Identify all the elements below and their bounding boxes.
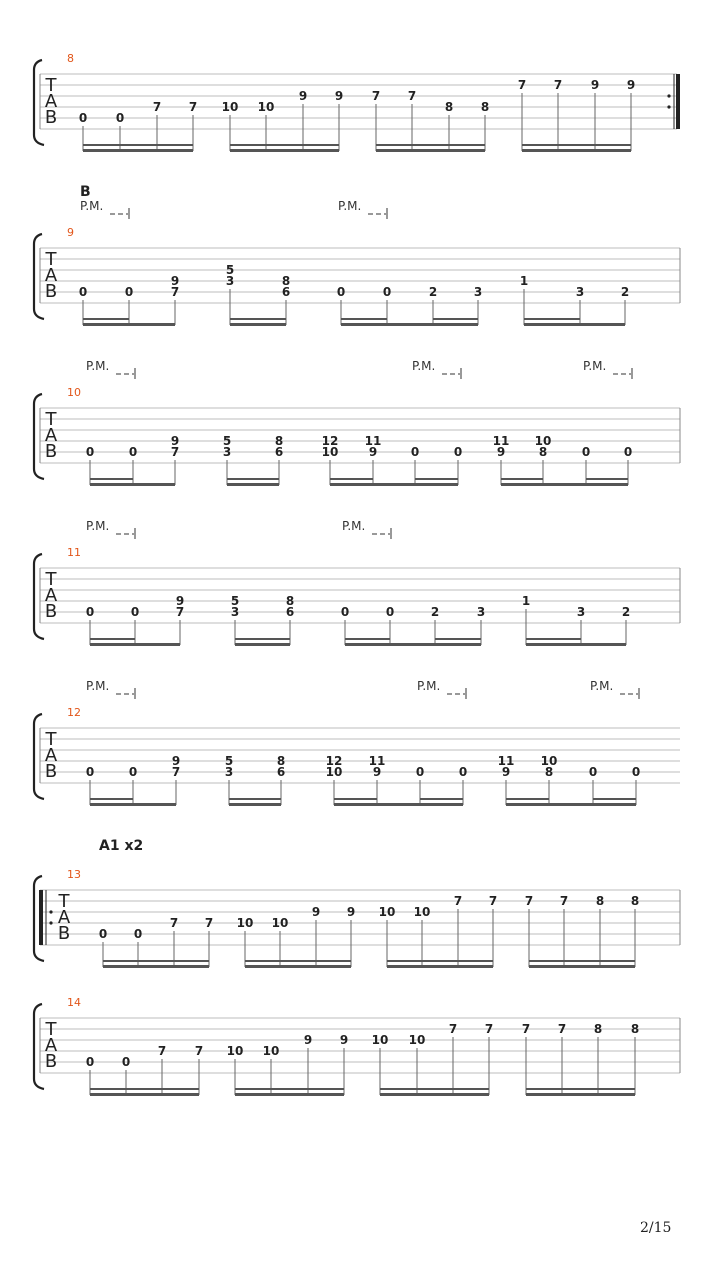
fret-number: 7 — [524, 894, 534, 908]
repeat-dot — [667, 105, 670, 108]
beam — [586, 478, 628, 480]
section-label: A1 x2 — [99, 838, 144, 854]
fret-number: 0 — [623, 445, 633, 459]
fret-number: 2 — [620, 285, 630, 299]
beam — [435, 638, 481, 640]
fret-number: 6 — [281, 285, 291, 299]
fret-number: 3 — [473, 285, 483, 299]
beam — [90, 483, 175, 486]
tab-clef-t: T — [45, 75, 57, 96]
fret-number: 3 — [222, 445, 232, 459]
repeat-start-thick-bar — [39, 890, 43, 945]
fret-number: 8 — [444, 100, 454, 114]
system-bracket — [34, 714, 44, 799]
beam — [230, 149, 339, 152]
system-bracket — [34, 554, 44, 639]
fret-number: 0 — [410, 445, 420, 459]
fret-number: 8 — [538, 445, 548, 459]
beam — [245, 965, 351, 968]
fret-number: 7 — [407, 89, 417, 103]
fret-number: 2 — [621, 605, 631, 619]
beam — [245, 960, 351, 962]
fret-number: 0 — [588, 765, 598, 779]
fret-number: 10 — [408, 1033, 426, 1047]
beam — [433, 318, 478, 320]
beam — [83, 323, 175, 326]
fret-number: 8 — [544, 765, 554, 779]
fret-number: 12 — [321, 434, 339, 448]
beam — [524, 318, 580, 320]
fret-number: 0 — [85, 445, 95, 459]
fret-number: 11 — [368, 754, 386, 768]
beam — [341, 318, 387, 320]
fret-number: 0 — [336, 285, 346, 299]
fret-number: 7 — [157, 1044, 167, 1058]
beam — [387, 965, 493, 968]
beam — [345, 638, 390, 640]
beam — [235, 638, 290, 640]
fret-number: 11 — [364, 434, 382, 448]
fret-number: 8 — [274, 434, 284, 448]
tab-clef-t: T — [45, 409, 57, 430]
fret-number: 9 — [311, 905, 321, 919]
fret-number: 0 — [133, 927, 143, 941]
beam — [529, 960, 635, 962]
fret-number: 0 — [130, 605, 140, 619]
fret-number: 10 — [226, 1044, 244, 1058]
fret-number: 8 — [630, 1022, 640, 1036]
fret-number: 7 — [194, 1044, 204, 1058]
beam — [90, 1088, 199, 1090]
fret-number: 10 — [540, 754, 558, 768]
palm-mute-label: P.M. — [338, 199, 362, 213]
beam — [501, 483, 628, 486]
system-bracket — [34, 60, 44, 145]
fret-number: 0 — [415, 765, 425, 779]
beam — [380, 1088, 489, 1090]
palm-mute-label: P.M. — [86, 519, 110, 533]
measure-number: 14 — [67, 996, 81, 1009]
fret-number: 10 — [371, 1033, 389, 1047]
beam — [235, 643, 290, 646]
fret-number: 8 — [630, 894, 640, 908]
tab-clef-a: A — [57, 907, 71, 928]
tab-clef-a: A — [44, 425, 58, 446]
fret-number: 9 — [339, 1033, 349, 1047]
beam — [90, 478, 133, 480]
system-bracket — [34, 1004, 44, 1089]
fret-number: 10 — [534, 434, 552, 448]
beam — [526, 643, 626, 646]
fret-number: 2 — [428, 285, 438, 299]
palm-mute-label: P.M. — [590, 679, 614, 693]
tab-clef-b: B — [44, 281, 58, 302]
beam — [227, 483, 279, 486]
repeat-dot — [667, 94, 670, 97]
fret-number: 7 — [170, 445, 180, 459]
repeat-dot — [49, 910, 52, 913]
beam — [90, 798, 133, 800]
fret-number: 7 — [559, 894, 569, 908]
beam — [334, 803, 463, 806]
fret-number: 0 — [121, 1055, 131, 1069]
fret-number: 0 — [453, 445, 463, 459]
fret-number: 9 — [303, 1033, 313, 1047]
measure-number: 8 — [67, 52, 74, 65]
fret-number: 10 — [321, 445, 339, 459]
fret-number: 8 — [276, 754, 286, 768]
fret-number: 3 — [476, 605, 486, 619]
tab-clef-b: B — [44, 761, 58, 782]
fret-number: 3 — [225, 274, 235, 288]
measure-number: 13 — [67, 868, 81, 881]
tab-clef-a: A — [44, 265, 58, 286]
measure-number: 10 — [67, 386, 81, 399]
tab-clef-b: B — [44, 1051, 58, 1072]
beam — [376, 149, 485, 152]
measure-number: 9 — [67, 226, 74, 239]
fret-number: 0 — [98, 927, 108, 941]
fret-number: 10 — [413, 905, 431, 919]
beam — [90, 1093, 199, 1096]
fret-number: 7 — [557, 1022, 567, 1036]
repeat-end-thick-bar — [676, 74, 680, 129]
fret-number: 9 — [334, 89, 344, 103]
beam — [230, 144, 339, 146]
fret-number: 7 — [170, 285, 180, 299]
palm-mute-label: P.M. — [342, 519, 366, 533]
fret-number: 7 — [171, 765, 181, 779]
fret-number: 10 — [262, 1044, 280, 1058]
fret-number: 9 — [170, 274, 180, 288]
page-number: 2/15 — [640, 1220, 672, 1236]
palm-mute-label: P.M. — [417, 679, 441, 693]
beam — [330, 478, 373, 480]
beam — [83, 144, 193, 146]
beam — [415, 478, 458, 480]
fret-number: 11 — [497, 754, 515, 768]
measure-number: 12 — [67, 706, 81, 719]
beam — [90, 803, 176, 806]
repeat-dot — [49, 921, 52, 924]
palm-mute-label: P.M. — [80, 199, 104, 213]
fret-number: 7 — [175, 605, 185, 619]
fret-number: 9 — [175, 594, 185, 608]
fret-number: 0 — [631, 765, 641, 779]
beam — [501, 478, 543, 480]
tab-clef-a: A — [44, 585, 58, 606]
fret-number: 7 — [484, 1022, 494, 1036]
fret-number: 7 — [517, 78, 527, 92]
tab-clef-t: T — [58, 891, 70, 912]
beam — [506, 798, 549, 800]
fret-number: 1 — [519, 274, 529, 288]
beam — [103, 965, 209, 968]
beam — [526, 1088, 635, 1090]
fret-number: 0 — [128, 445, 138, 459]
beam — [522, 149, 631, 152]
fret-number: 8 — [281, 274, 291, 288]
fret-number: 3 — [224, 765, 234, 779]
system-bracket — [34, 394, 44, 479]
fret-number: 0 — [382, 285, 392, 299]
beam — [345, 643, 481, 646]
tab-clef-b: B — [44, 441, 58, 462]
fret-number: 7 — [488, 894, 498, 908]
fret-number: 8 — [285, 594, 295, 608]
fret-number: 9 — [346, 905, 356, 919]
fret-number: 6 — [274, 445, 284, 459]
system-bracket — [34, 234, 44, 319]
fret-number: 2 — [430, 605, 440, 619]
fret-number: 6 — [276, 765, 286, 779]
tab-clef-a: A — [44, 745, 58, 766]
beam — [230, 318, 286, 320]
beam — [341, 323, 478, 326]
fret-number: 0 — [85, 1055, 95, 1069]
fret-number: 9 — [372, 765, 382, 779]
tab-clef-t: T — [45, 569, 57, 590]
beam — [229, 803, 281, 806]
beam — [526, 1093, 635, 1096]
palm-mute-label: P.M. — [412, 359, 436, 373]
fret-number: 10 — [271, 916, 289, 930]
fret-number: 7 — [453, 894, 463, 908]
beam — [526, 638, 581, 640]
beam — [83, 318, 129, 320]
beam — [529, 965, 635, 968]
beam — [522, 144, 631, 146]
tab-clef-t: T — [45, 1019, 57, 1040]
fret-number: 8 — [595, 894, 605, 908]
fret-number: 9 — [298, 89, 308, 103]
beam — [227, 478, 279, 480]
fret-number: 7 — [448, 1022, 458, 1036]
fret-number: 9 — [368, 445, 378, 459]
palm-mute-label: P.M. — [86, 679, 110, 693]
beam — [376, 144, 485, 146]
fret-number: 0 — [115, 111, 125, 125]
tab-clef-a: A — [44, 1035, 58, 1056]
fret-number: 10 — [325, 765, 343, 779]
tab-clef-t: T — [45, 729, 57, 750]
fret-number: 10 — [257, 100, 275, 114]
fret-number: 10 — [236, 916, 254, 930]
palm-mute-label: P.M. — [86, 359, 110, 373]
fret-number: 8 — [480, 100, 490, 114]
fret-number: 9 — [171, 754, 181, 768]
fret-number: 7 — [204, 916, 214, 930]
fret-number: 9 — [626, 78, 636, 92]
beam — [90, 638, 135, 640]
beam — [235, 1088, 344, 1090]
beam — [387, 960, 493, 962]
fret-number: 0 — [78, 111, 88, 125]
fret-number: 3 — [576, 605, 586, 619]
measure-number: 11 — [67, 546, 81, 559]
beam — [330, 483, 458, 486]
fret-number: 3 — [575, 285, 585, 299]
beam — [593, 798, 636, 800]
beam — [235, 1093, 344, 1096]
fret-number: 8 — [593, 1022, 603, 1036]
fret-number: 9 — [170, 434, 180, 448]
fret-number: 9 — [501, 765, 511, 779]
tab-clef-t: T — [45, 249, 57, 270]
fret-number: 0 — [85, 765, 95, 779]
fret-number: 7 — [553, 78, 563, 92]
tab-clef-b: B — [57, 923, 71, 944]
fret-number: 1 — [521, 594, 531, 608]
fret-number: 7 — [169, 916, 179, 930]
fret-number: 6 — [285, 605, 295, 619]
beam — [230, 323, 286, 326]
beam — [420, 798, 463, 800]
fret-number: 5 — [230, 594, 240, 608]
fret-number: 10 — [378, 905, 396, 919]
fret-number: 0 — [124, 285, 134, 299]
fret-number: 0 — [128, 765, 138, 779]
beam — [506, 803, 636, 806]
tab-clef-b: B — [44, 107, 58, 128]
fret-number: 5 — [224, 754, 234, 768]
fret-number: 7 — [188, 100, 198, 114]
fret-number: 0 — [458, 765, 468, 779]
beam — [103, 960, 209, 962]
beam — [90, 643, 180, 646]
fret-number: 0 — [85, 605, 95, 619]
fret-number: 12 — [325, 754, 343, 768]
fret-number: 7 — [152, 100, 162, 114]
beam — [334, 798, 377, 800]
fret-number: 9 — [590, 78, 600, 92]
tab-clef-a: A — [44, 91, 58, 112]
fret-number: 0 — [581, 445, 591, 459]
fret-number: 11 — [492, 434, 510, 448]
beam — [380, 1093, 489, 1096]
fret-number: 5 — [225, 263, 235, 277]
fret-number: 7 — [521, 1022, 531, 1036]
beam — [524, 323, 625, 326]
palm-mute-label: P.M. — [583, 359, 607, 373]
fret-number: 3 — [230, 605, 240, 619]
fret-number: 0 — [78, 285, 88, 299]
beam — [83, 149, 193, 152]
fret-number: 9 — [496, 445, 506, 459]
section-label: B — [80, 184, 91, 200]
beam — [229, 798, 281, 800]
fret-number: 5 — [222, 434, 232, 448]
fret-number: 0 — [385, 605, 395, 619]
fret-number: 0 — [340, 605, 350, 619]
tab-clef-b: B — [44, 601, 58, 622]
fret-number: 7 — [371, 89, 381, 103]
fret-number: 10 — [221, 100, 239, 114]
